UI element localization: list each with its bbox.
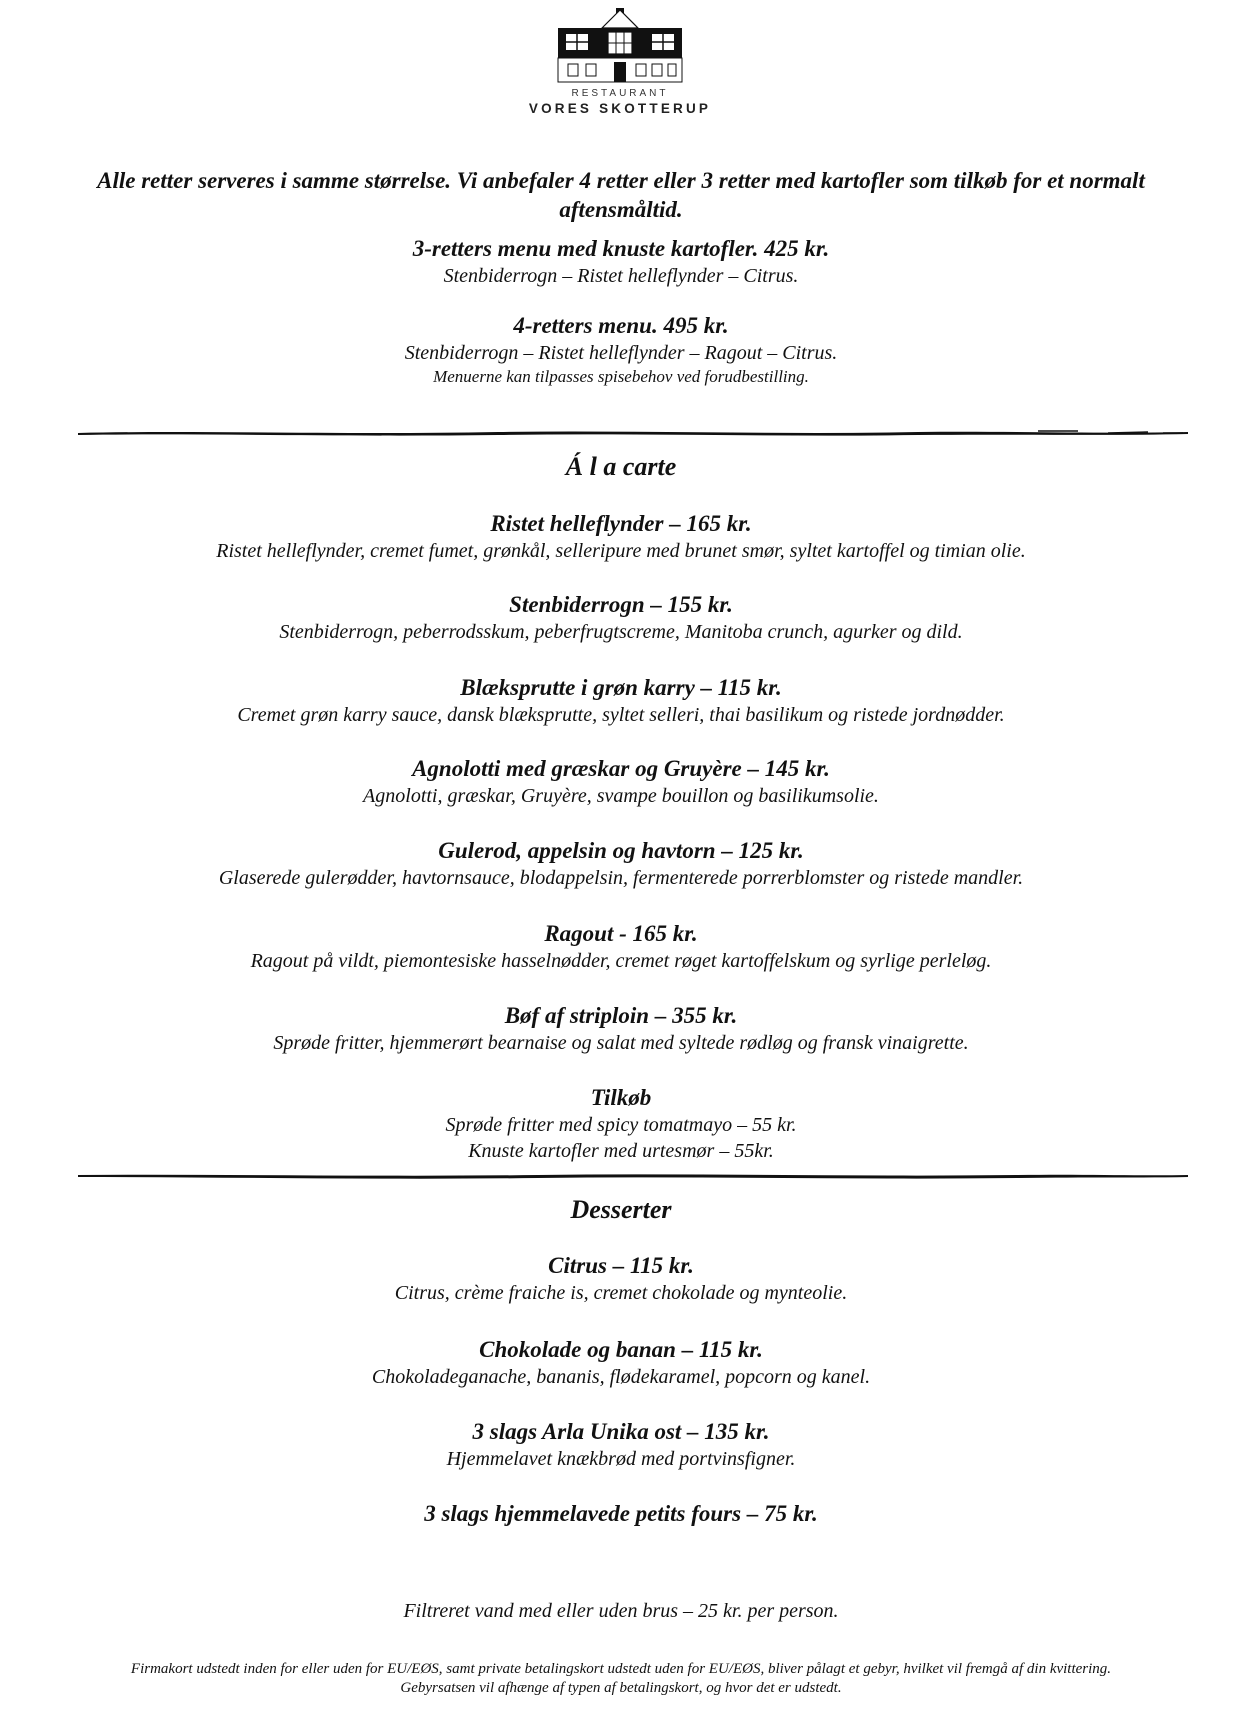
- payment-footer: [0, 1660, 1242, 1698]
- menu-item-desc: Sprøde fritter, hjemmerørt bearnaise og salat med syltede rødløg og fransk vinaigrette.: [273, 1032, 969, 1054]
- dessert-desc: Chokoladeganache, bananis, flødekaramel, popcorn og kanel.: [371, 1366, 871, 1388]
- extras-title: Tilkøb: [590, 1085, 652, 1110]
- menu-item-name: Ristet helleflynder – 165 kr.: [490, 511, 752, 536]
- set-menu-3: [0, 235, 1242, 289]
- menu-item-name: Bøf af striploin – 355 kr.: [504, 1003, 738, 1028]
- menu-item-desc: Stenbiderrogn, peberrodsskum, peberfrugtscreme, Manitoba crunch, agurker og dild.: [279, 621, 963, 643]
- dessert-desc: Hjemmelavet knækbrød med portvinsfigner.: [446, 1448, 796, 1470]
- dessert-desc: Citrus, crème fraiche is, cremet chokolade og mynteolie.: [394, 1282, 848, 1304]
- menu-item: [0, 591, 1242, 645]
- dessert-name: 3 slags hjemmelavede petits fours – 75 kr.: [424, 1501, 818, 1526]
- menu-item-name: Ragout - 165 kr.: [544, 921, 698, 946]
- logo-subtitle: RESTAURANT: [571, 88, 669, 99]
- section-title-desserts: Desserter: [570, 1195, 672, 1224]
- menu-item-name: Stenbiderrogn – 155 kr.: [509, 592, 733, 617]
- menu-item-desc: Ristet helleflynder, cremet fumet, grønkål, selleripure med brunet smør, syltet kartoffel og timian olie.: [216, 540, 1026, 562]
- intro-text: Alle retter serveres i samme størrelse. Vi anbefaler 4 retter eller 3 retter med kartofler som tilkøb for et normalt aftensmåltid.: [97, 168, 1145, 222]
- menu-item: [0, 920, 1242, 974]
- extras: [0, 1084, 1242, 1164]
- section-title-a-la-carte: Á l a carte: [565, 452, 677, 481]
- set-menu-heading: 3-retters menu med knuste kartofler. 425 kr.: [412, 236, 830, 261]
- menu-item-desc: Cremet grøn karry sauce, dansk blæksprutte, syltet selleri, thai basilikum og ristede jordnødder.: [237, 704, 1005, 726]
- set-menu-heading: 4-retters menu. 495 kr.: [513, 313, 729, 338]
- dessert-item: [0, 1252, 1242, 1306]
- menu-item-name: Agnolotti med græskar og Gruyère – 145 kr.: [412, 756, 830, 781]
- menu-item-desc: Agnolotti, græskar, Gruyère, svampe bouillon og basilikumsolie.: [363, 785, 879, 807]
- set-menu-4: [0, 312, 1242, 388]
- dessert-item: [0, 1500, 1242, 1528]
- menu-item-desc: Ragout på vildt, piemontesiske hasselnødder, cremet røget kartoffelskum og syrlige perleløg.: [250, 950, 992, 972]
- footer-line: Gebyrsatsen vil afhænge af typen af betalingskort, og hvor det er udstedt.: [400, 1680, 842, 1696]
- menu-item: [0, 510, 1242, 564]
- extras-item: Knuste kartofler med urtesmør – 55kr.: [468, 1140, 774, 1162]
- brush-divider: [78, 427, 1188, 439]
- dessert-item: [0, 1336, 1242, 1390]
- restaurant-logo: [500, 6, 740, 116]
- logo-name: VORES SKOTTERUP: [528, 101, 712, 116]
- water-note: Filtreret vand med eller uden brus – 25 kr. per person.: [403, 1600, 839, 1622]
- house-icon: [552, 6, 688, 84]
- extras-item: Sprøde fritter med spicy tomatmayo – 55 kr.: [445, 1114, 797, 1136]
- dessert-name: Citrus – 115 kr.: [548, 1253, 694, 1278]
- menu-item-desc: Glaserede gulerødder, havtornsauce, blodappelsin, fermenterede porrerblomster og ristede mandler.: [218, 867, 1024, 889]
- set-menu-courses: Stenbiderrogn – Ristet helleflynder – Citrus.: [443, 265, 799, 287]
- menu-item: [0, 1002, 1242, 1056]
- menu-item: [0, 755, 1242, 809]
- dessert-name: Chokolade og banan – 115 kr.: [479, 1337, 763, 1362]
- brush-divider: [78, 1170, 1188, 1182]
- menu-item-name: Gulerod, appelsin og havtorn – 125 kr.: [438, 838, 804, 863]
- dessert-name: 3 slags Arla Unika ost – 135 kr.: [472, 1419, 770, 1444]
- set-menu-courses: Stenbiderrogn – Ristet helleflynder – Ragout – Citrus.: [404, 342, 838, 364]
- dessert-item: [0, 1418, 1242, 1472]
- menu-item: [0, 837, 1242, 891]
- menu-item: [0, 674, 1242, 728]
- footer-line: Firmakort udstedt inden for eller uden for EU/EØS, samt private betalingskort udstedt uden for EU/EØS, bliver pålagt et gebyr, hvilket vil fremgå af din kvittering.: [130, 1661, 1112, 1677]
- set-menu-note: Menuerne kan tilpasses spisebehov ved forudbestilling.: [433, 367, 809, 386]
- menu-item-name: Blæksprutte i grøn karry – 115 kr.: [460, 675, 782, 700]
